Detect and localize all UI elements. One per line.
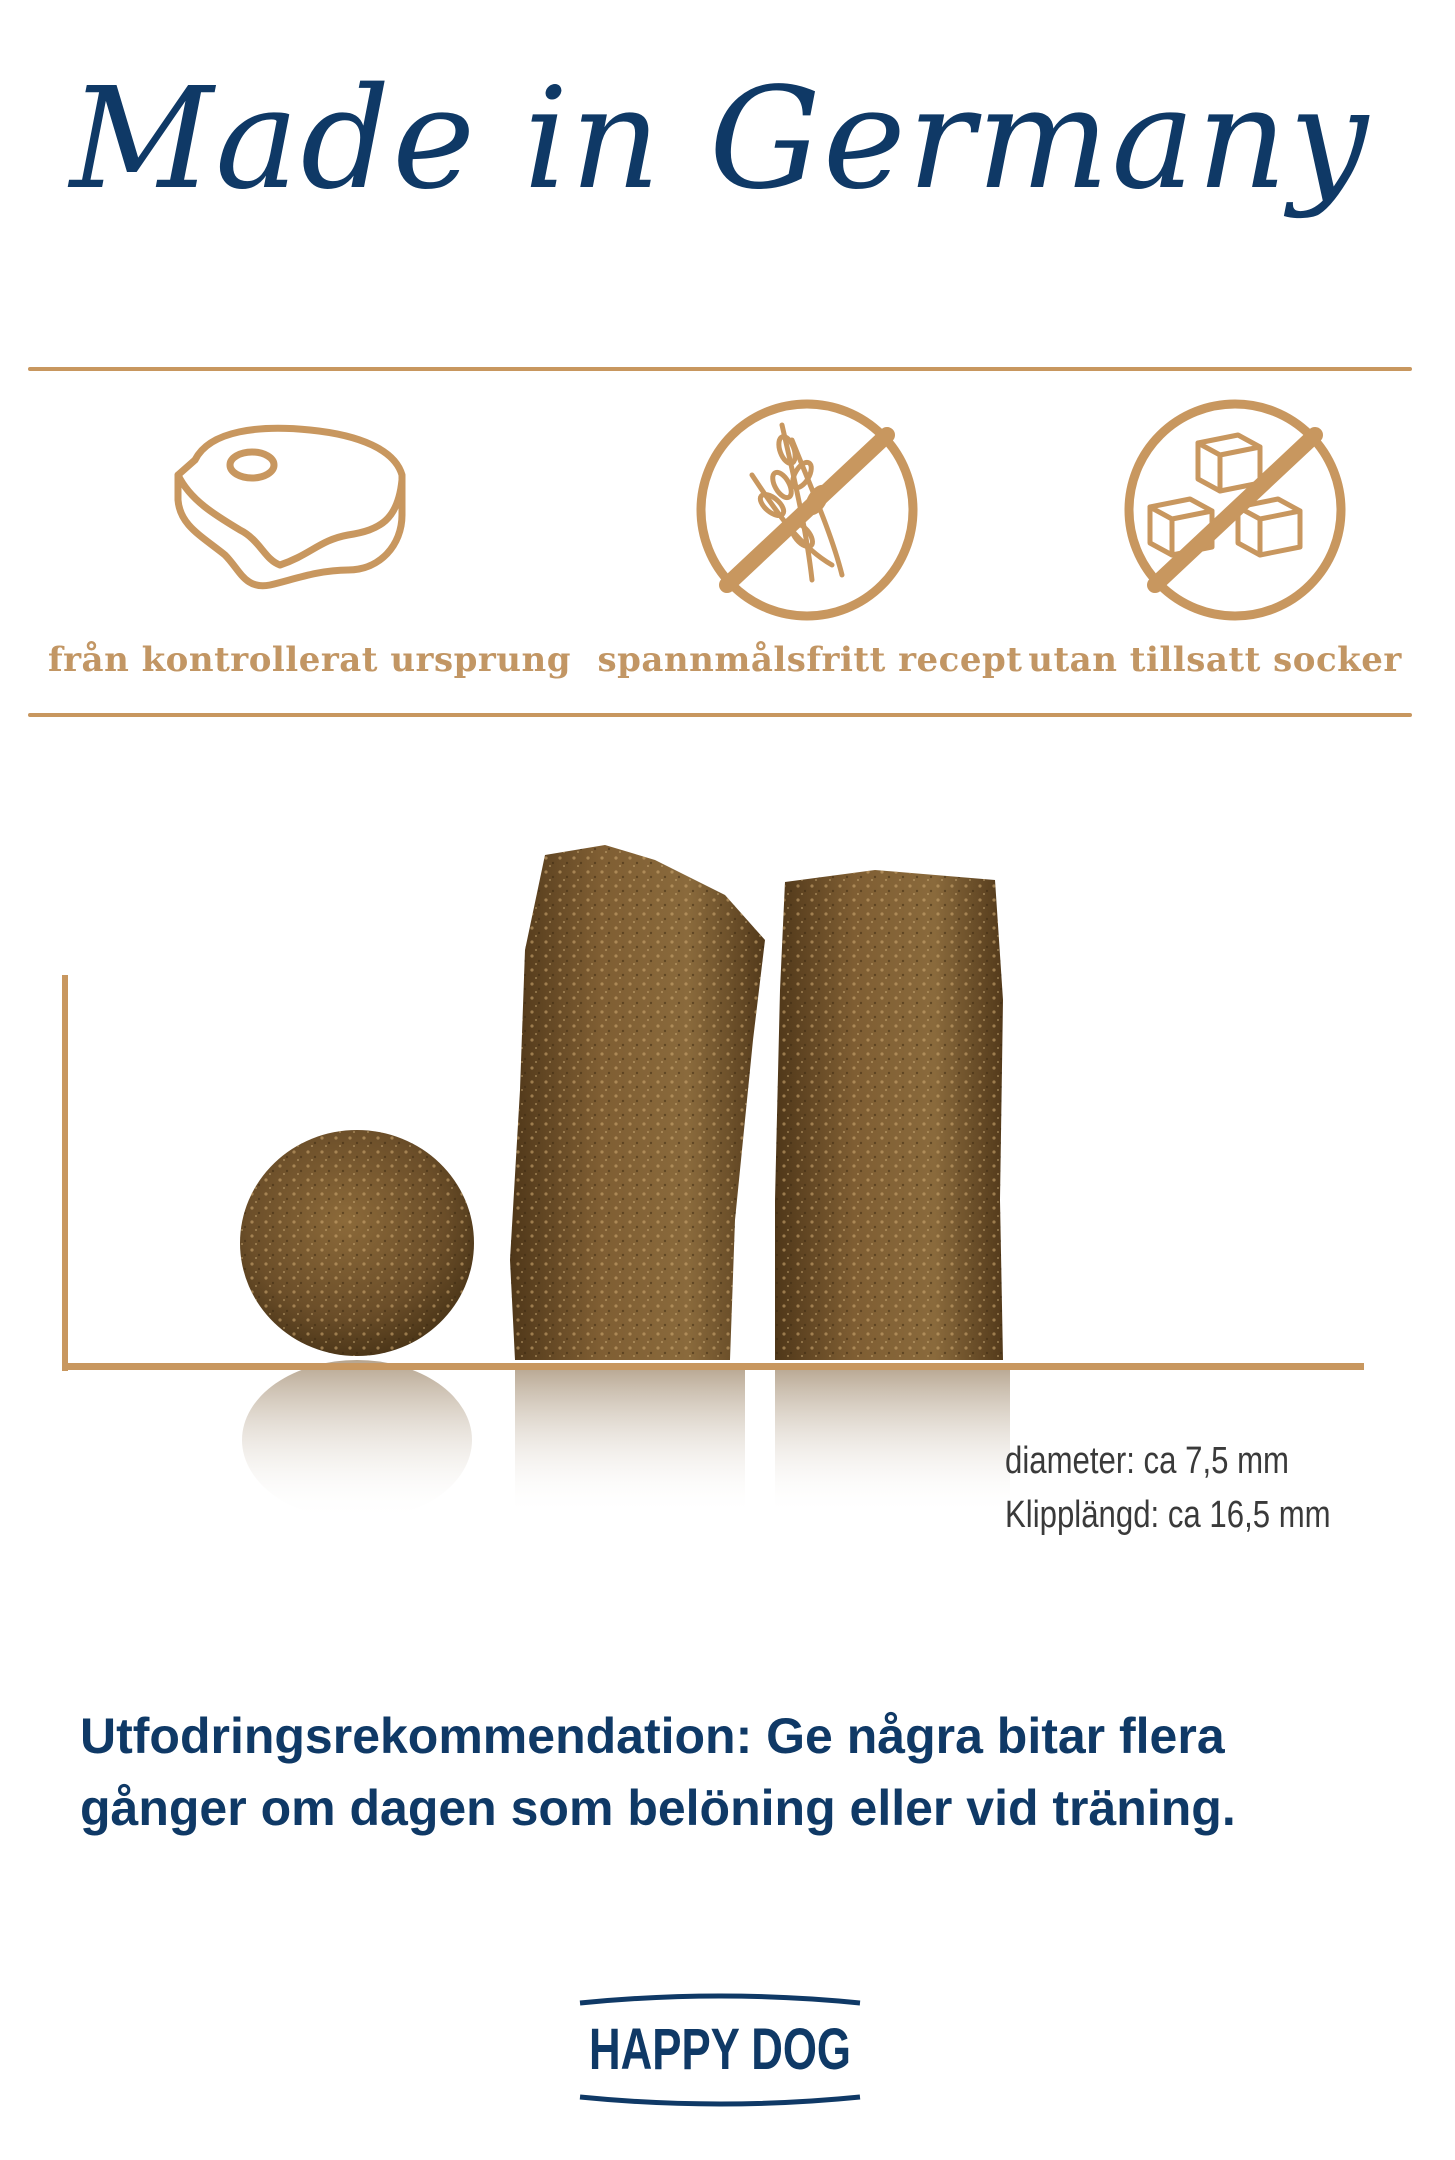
measure-axis-vertical: [62, 975, 68, 1371]
feature-label-grainfree: spannmålsfritt recept: [597, 640, 1023, 680]
no-sugar-icon: [1120, 395, 1350, 625]
treat-pieces-image: [235, 840, 1035, 1525]
headline: Made in Germany: [69, 58, 1371, 221]
no-grain-icon: [692, 395, 922, 625]
happy-dog-logo: [575, 1995, 865, 2110]
divider-bottom: [28, 713, 1412, 717]
feature-label-nosugar: utan tillsatt socker: [1028, 640, 1402, 680]
feeding-recommendation: Utfodringsrekommendation: Ge några bitar flera gånger om dagen som belöning eller vid träning.: [80, 1708, 1236, 1836]
measure-axis-horizontal: [62, 1363, 1364, 1370]
diameter-text: diameter: ca 7,5 mm: [1005, 1440, 1290, 1482]
feature-label-origin: från kontrollerat ursprung: [48, 640, 571, 680]
divider-top: [28, 367, 1412, 371]
meat-steak-icon: [170, 420, 410, 595]
length-text: Klipplängd: ca 16,5 mm: [1005, 1494, 1331, 1536]
svg-text:HAPPY DOG: HAPPY DOG: [589, 2017, 851, 2082]
